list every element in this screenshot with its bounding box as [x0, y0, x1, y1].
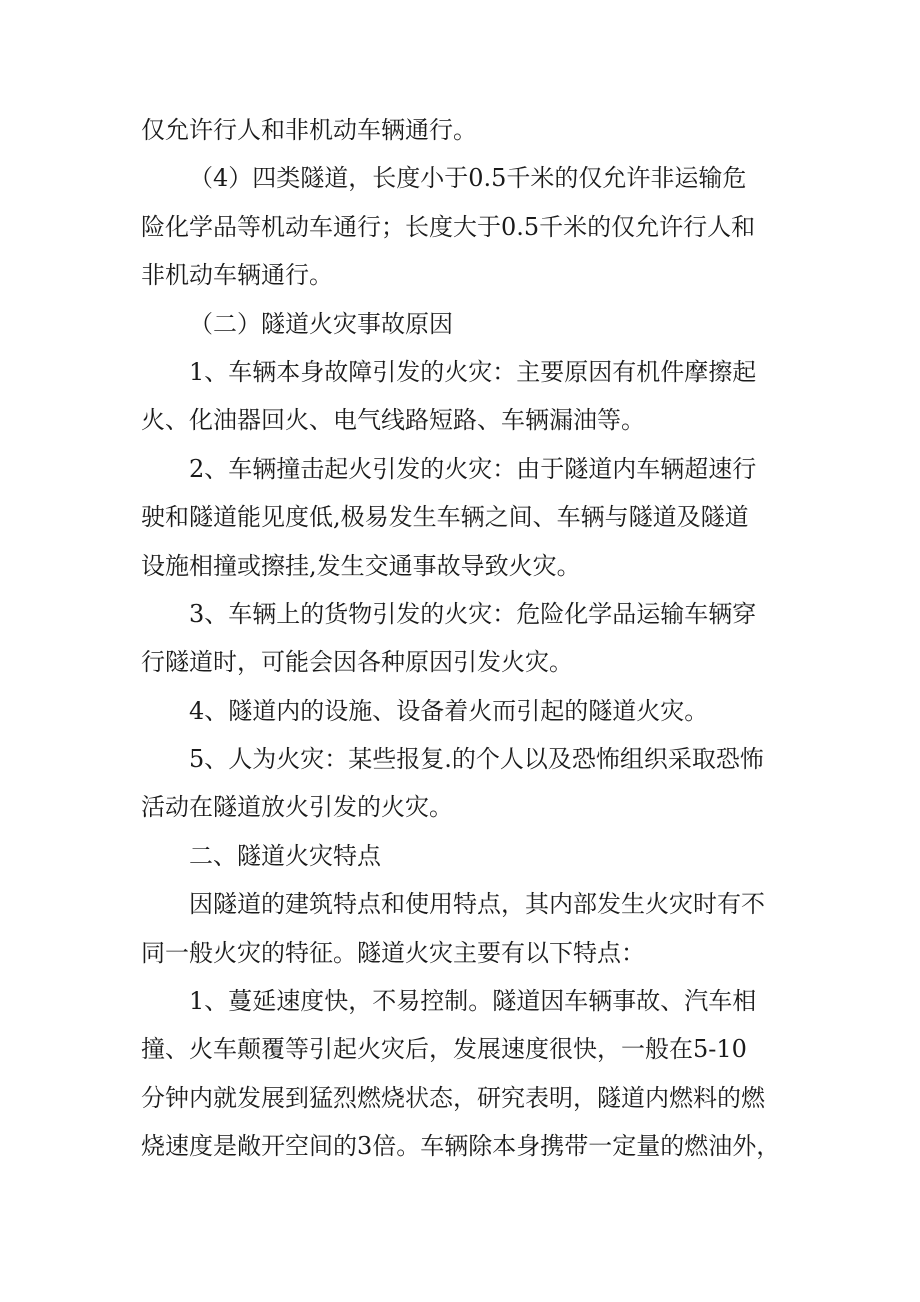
text-line: 撞、火车颠覆等引起火灾后，发展速度很快，一般在5-10	[141, 1035, 747, 1064]
text-line: 行隧道时，可能会因各种原因引发火灾。	[141, 648, 573, 677]
text-line: 非机动车辆通行。	[141, 261, 333, 290]
section-heading: 二、隧道火灾特点	[189, 841, 381, 870]
section-heading: （二）隧道火灾事故原因	[189, 309, 453, 338]
text-line: 烧速度是敞开空间的3倍。车辆除本身携带一定量的燃油外，	[141, 1132, 781, 1161]
text-line: 分钟内就发展到猛烈燃烧状态，研究表明，隧道内燃料的燃	[141, 1083, 765, 1112]
text-line: 1、车辆本身故障引发的火灾：主要原因有机件摩擦起	[189, 357, 757, 386]
text-line: 驶和隧道能见度低,极易发生车辆之间、车辆与隧道及隧道	[141, 503, 749, 532]
text-line: 设施相撞或擦挂,发生交通事故导致火灾。	[141, 551, 581, 580]
text-line: 同一般火灾的特征。隧道火灾主要有以下特点：	[141, 938, 645, 967]
text-line: 活动在隧道放火引发的火灾。	[141, 793, 453, 822]
text-line: 火、化油器回火、电气线路短路、车辆漏油等。	[141, 406, 645, 435]
text-line: 险化学品等机动车通行；长度大于0.5千米的仅允许行人和	[141, 212, 756, 241]
text-line: 仅允许行人和非机动车辆通行。	[141, 116, 477, 144]
text-line: 4、隧道内的设施、设备着火而引起的隧道火灾。	[189, 696, 709, 725]
document-body	[141, 106, 781, 1171]
text-line: 因隧道的建筑特点和使用特点，其内部发生火灾时有不	[189, 890, 765, 919]
text-line: （4）四类隧道，长度小于0.5千米的仅允许非运输危	[189, 164, 747, 193]
text-line: 2、车辆撞击起火引发的火灾：由于隧道内车辆超速行	[189, 454, 757, 483]
text-line: 1、蔓延速度快，不易控制。隧道因车辆事故、汽车相	[189, 987, 757, 1016]
text-line: 5、人为火灾：某些报复.的个人以及恐怖组织采取恐怖	[189, 745, 764, 774]
text-line: 3、车辆上的货物引发的火灾：危险化学品运输车辆穿	[189, 599, 757, 628]
